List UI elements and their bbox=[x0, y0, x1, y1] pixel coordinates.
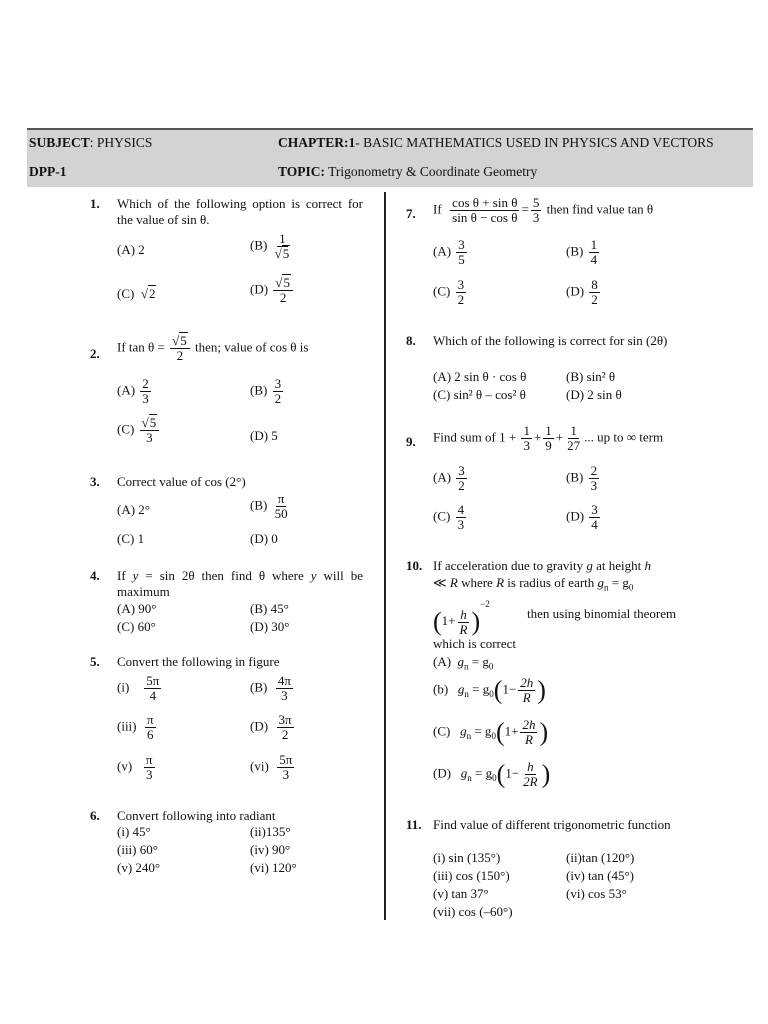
q5-item-vi: (vi) $\frac{5\pi}{3}$ bbox=[250, 752, 293, 782]
q4-option-b: (B) 45° bbox=[250, 601, 289, 616]
fraction: $\frac{h}{R}$ bbox=[459, 606, 468, 637]
q2-text: If tan θ = $\frac{√5}{2}$ then; value of cos θ is bbox=[117, 333, 309, 363]
q11-item-i: (i) sin (135°) bbox=[433, 850, 501, 865]
q10-line3: then using binomial theorem bbox=[527, 606, 677, 621]
topic-value: Trigonometry & Coordinate Geometry bbox=[325, 164, 538, 179]
chapter-label: CHAPTER:1 bbox=[278, 135, 356, 150]
q5-item-i: (i) $\frac{5\pi}{4}$ bbox=[117, 673, 160, 703]
fraction: $\frac{3}{2}$ bbox=[457, 277, 465, 307]
q10-line4: which is correct bbox=[433, 636, 517, 651]
q2-option-a: (A) $\frac{2}{3}$ bbox=[117, 376, 149, 406]
chapter-value: - BASIC MATHEMATICS USED IN PHYSICS AND VECTORS bbox=[355, 135, 714, 150]
fraction: $\frac{√5}{2}$ bbox=[273, 276, 293, 305]
q9-option-d: (D) $\frac{3}{4}$ bbox=[566, 502, 598, 532]
q10-line2: ≪ R where R is radius of earth $g_n = g_0$ bbox=[433, 575, 634, 593]
q11-item-ii: (ii)tan (120°) bbox=[566, 850, 635, 865]
fraction: $\frac{\text{cos θ + sin θ}}{\text{sin θ − cos θ}}$ bbox=[452, 195, 518, 225]
fraction: $\frac{1}{√5}$ bbox=[274, 231, 290, 261]
header-band bbox=[27, 128, 753, 187]
q3-option-a: (A) 2° bbox=[117, 502, 150, 517]
q10-option-b: (b) $g_n = g_0(1-$ $\frac{2h}{R}$ ) bbox=[433, 675, 546, 705]
q11-text: Find value of different trigonometric function bbox=[433, 817, 671, 832]
q6-item-vi: (vi) 120° bbox=[250, 860, 297, 875]
q6-item-ii: (ii)135° bbox=[250, 824, 291, 839]
fraction: $\frac{1}{3}$ bbox=[523, 423, 530, 453]
q8-option-c: (C) sin² θ – cos² θ bbox=[433, 387, 526, 402]
q6-item-v: (v) 240° bbox=[117, 860, 161, 875]
q3-text: Correct value of cos (2°) bbox=[117, 474, 246, 489]
q1-option-a: (A) 2 bbox=[117, 242, 145, 257]
q4-number: 4. bbox=[90, 568, 100, 583]
topic bbox=[278, 164, 537, 180]
q8-number: 8. bbox=[406, 333, 416, 348]
subject bbox=[29, 135, 152, 151]
topic-label: TOPIC: bbox=[278, 164, 326, 179]
fraction: $\frac{1}{27}$ bbox=[567, 423, 581, 453]
q3-option-d: (D) 0 bbox=[250, 531, 278, 546]
q8-text: Which of the following is correct for sin (2θ) bbox=[433, 333, 668, 348]
fraction: $\frac{3}{5}$ bbox=[458, 237, 465, 267]
column-divider bbox=[384, 192, 386, 920]
fraction: $\frac{\pi}{6}$ bbox=[147, 712, 154, 742]
q10-line1: If acceleration due to gravity g at height h bbox=[433, 558, 652, 573]
q2-number: 2. bbox=[90, 346, 100, 361]
fraction: $\frac{2h}{R}$ bbox=[522, 717, 536, 747]
q8-option-b: (B) sin² θ bbox=[566, 369, 616, 384]
q4-option-c: (C) 60° bbox=[117, 619, 156, 634]
q9-option-a: (A) $\frac{3}{2}$ bbox=[433, 463, 465, 493]
fraction: $\frac{2}{3}$ bbox=[590, 463, 598, 493]
q7-text: If $\frac{\text{cos θ + sin θ}}{\text{sin θ − cos θ}}$ = $\frac{5}{3}$ then find value tan θ bbox=[433, 195, 654, 225]
fraction: $\frac{√5}{2}$ bbox=[170, 334, 190, 363]
q5-item-v: (v) $\frac{\pi}{3}$ bbox=[117, 752, 153, 782]
q9-text: Find sum of 1 + $\frac{1}{3}$ + $\frac{1}{9}$ + $\frac{1}{27}$ ... up to ∞ term bbox=[433, 423, 664, 453]
fraction: $\frac{4\pi}{3}$ bbox=[277, 673, 291, 703]
q1-option-c: (C) √2 bbox=[117, 286, 156, 301]
fraction: $\frac{3\pi}{2}$ bbox=[278, 712, 292, 742]
q10-number: 10. bbox=[406, 558, 423, 573]
q3-number: 3. bbox=[90, 474, 100, 489]
q7-option-c: (C) $\frac{3}{2}$ bbox=[433, 277, 465, 307]
q11-item-vii: (vii) cos (–60°) bbox=[433, 904, 513, 919]
fraction: $\frac{4}{3}$ bbox=[457, 502, 465, 532]
chapter bbox=[278, 135, 714, 151]
q11-item-iii: (iii) cos (150°) bbox=[433, 868, 510, 883]
q4-option-a: (A) 90° bbox=[117, 601, 157, 616]
q7-option-a: (A) $\frac{3}{5}$ bbox=[433, 237, 465, 267]
q2-option-c: (C) $\frac{√5}{3}$ bbox=[117, 416, 161, 445]
q6-text: Convert following into radiant bbox=[117, 808, 276, 823]
q10-formula: (1+ $\frac{h}{R}$ )$^{-2}$ bbox=[433, 599, 490, 637]
q1-option-b: (B) $\frac{1}{√5}$ bbox=[250, 232, 294, 261]
q5-item-b: (B) $\frac{4\pi}{3}$ bbox=[250, 673, 291, 703]
q7-option-d: (D) $\frac{8}{2}$ bbox=[566, 277, 598, 307]
q10-option-c: (C) $g_n = g_0(1+$ $\frac{2h}{R}$ ) bbox=[433, 717, 549, 747]
fraction: $\frac{5\pi}{4}$ bbox=[146, 673, 160, 703]
q8-option-d: (D) 2 sin θ bbox=[566, 387, 622, 402]
fraction: $\frac{5}{3}$ bbox=[532, 195, 540, 225]
q11-item-iv: (iv) tan (45°) bbox=[566, 868, 635, 883]
q6-item-i: (i) 45° bbox=[117, 824, 151, 839]
fraction: $\frac{\pi}{50}$ bbox=[274, 491, 288, 521]
q11-item-v: (v) tan 37° bbox=[433, 886, 489, 901]
q6-item-iv: (iv) 90° bbox=[250, 842, 291, 857]
q1-number: 1. bbox=[90, 196, 100, 211]
dpp-label: DPP-1 bbox=[29, 164, 67, 179]
fraction: $\frac{√5}{3}$ bbox=[140, 416, 160, 445]
fraction: $\frac{3}{4}$ bbox=[591, 502, 598, 532]
fraction: $\frac{3}{2}$ bbox=[458, 463, 465, 493]
fraction: $\frac{\pi}{3}$ bbox=[145, 752, 153, 782]
q11-number: 11. bbox=[406, 817, 422, 832]
q10-option-a: (A) $g_n = g_0$ bbox=[433, 654, 494, 672]
q5-text: Convert the following in figure bbox=[117, 654, 280, 669]
q8-option-a: (A) 2 sin θ · cos θ bbox=[433, 369, 527, 384]
q4-text: If y = sin 2θ then find θ where y will be maximum bbox=[117, 568, 363, 599]
fraction: $\frac{1}{9}$ bbox=[545, 423, 552, 453]
q3-option-b: (B) $\frac{\pi}{50}$ bbox=[250, 491, 288, 521]
q3-option-c: (C) 1 bbox=[117, 531, 145, 546]
q5-number: 5. bbox=[90, 654, 100, 669]
subject-value: : PHYSICS bbox=[89, 135, 153, 150]
q10-option-d: (D) $g_n = g_0(1-$ $\frac{h}{2R}$ ) bbox=[433, 759, 551, 789]
fraction: $\frac{5\pi}{3}$ bbox=[279, 752, 293, 782]
fraction: $\frac{2h}{R}$ bbox=[520, 675, 534, 705]
q2-option-d: (D) 5 bbox=[250, 428, 278, 443]
fraction: $\frac{2}{3}$ bbox=[142, 376, 149, 406]
q9-option-c: (C) $\frac{4}{3}$ bbox=[433, 502, 465, 532]
q9-number: 9. bbox=[406, 434, 416, 449]
fraction: $\frac{h}{2R}$ bbox=[523, 759, 538, 789]
q6-item-iii: (iii) 60° bbox=[117, 842, 158, 857]
q1-text: Which of the following option is correct for the value of sin θ. bbox=[117, 196, 363, 227]
q4-option-d: (D) 30° bbox=[250, 619, 290, 634]
q5-item-iii: (iii) $\frac{\pi}{6}$ bbox=[117, 712, 154, 742]
q7-option-b: (B) $\frac{1}{4}$ bbox=[566, 237, 598, 267]
subject-label: SUBJECT bbox=[29, 135, 90, 150]
fraction: $\frac{8}{2}$ bbox=[591, 277, 598, 307]
q1-option-d: (D) $\frac{√5}{2}$ bbox=[250, 276, 295, 305]
q6-number: 6. bbox=[90, 808, 100, 823]
q2-option-b: (B) $\frac{3}{2}$ bbox=[250, 376, 282, 406]
q7-number: 7. bbox=[406, 206, 416, 221]
dpp bbox=[29, 164, 67, 180]
q11-item-vi: (vi) cos 53° bbox=[566, 886, 627, 901]
fraction: $\frac{3}{2}$ bbox=[274, 376, 282, 406]
q5-item-d: (D) $\frac{3\pi}{2}$ bbox=[250, 712, 292, 742]
q9-option-b: (B) $\frac{2}{3}$ bbox=[566, 463, 598, 493]
fraction: $\frac{1}{4}$ bbox=[590, 237, 598, 267]
